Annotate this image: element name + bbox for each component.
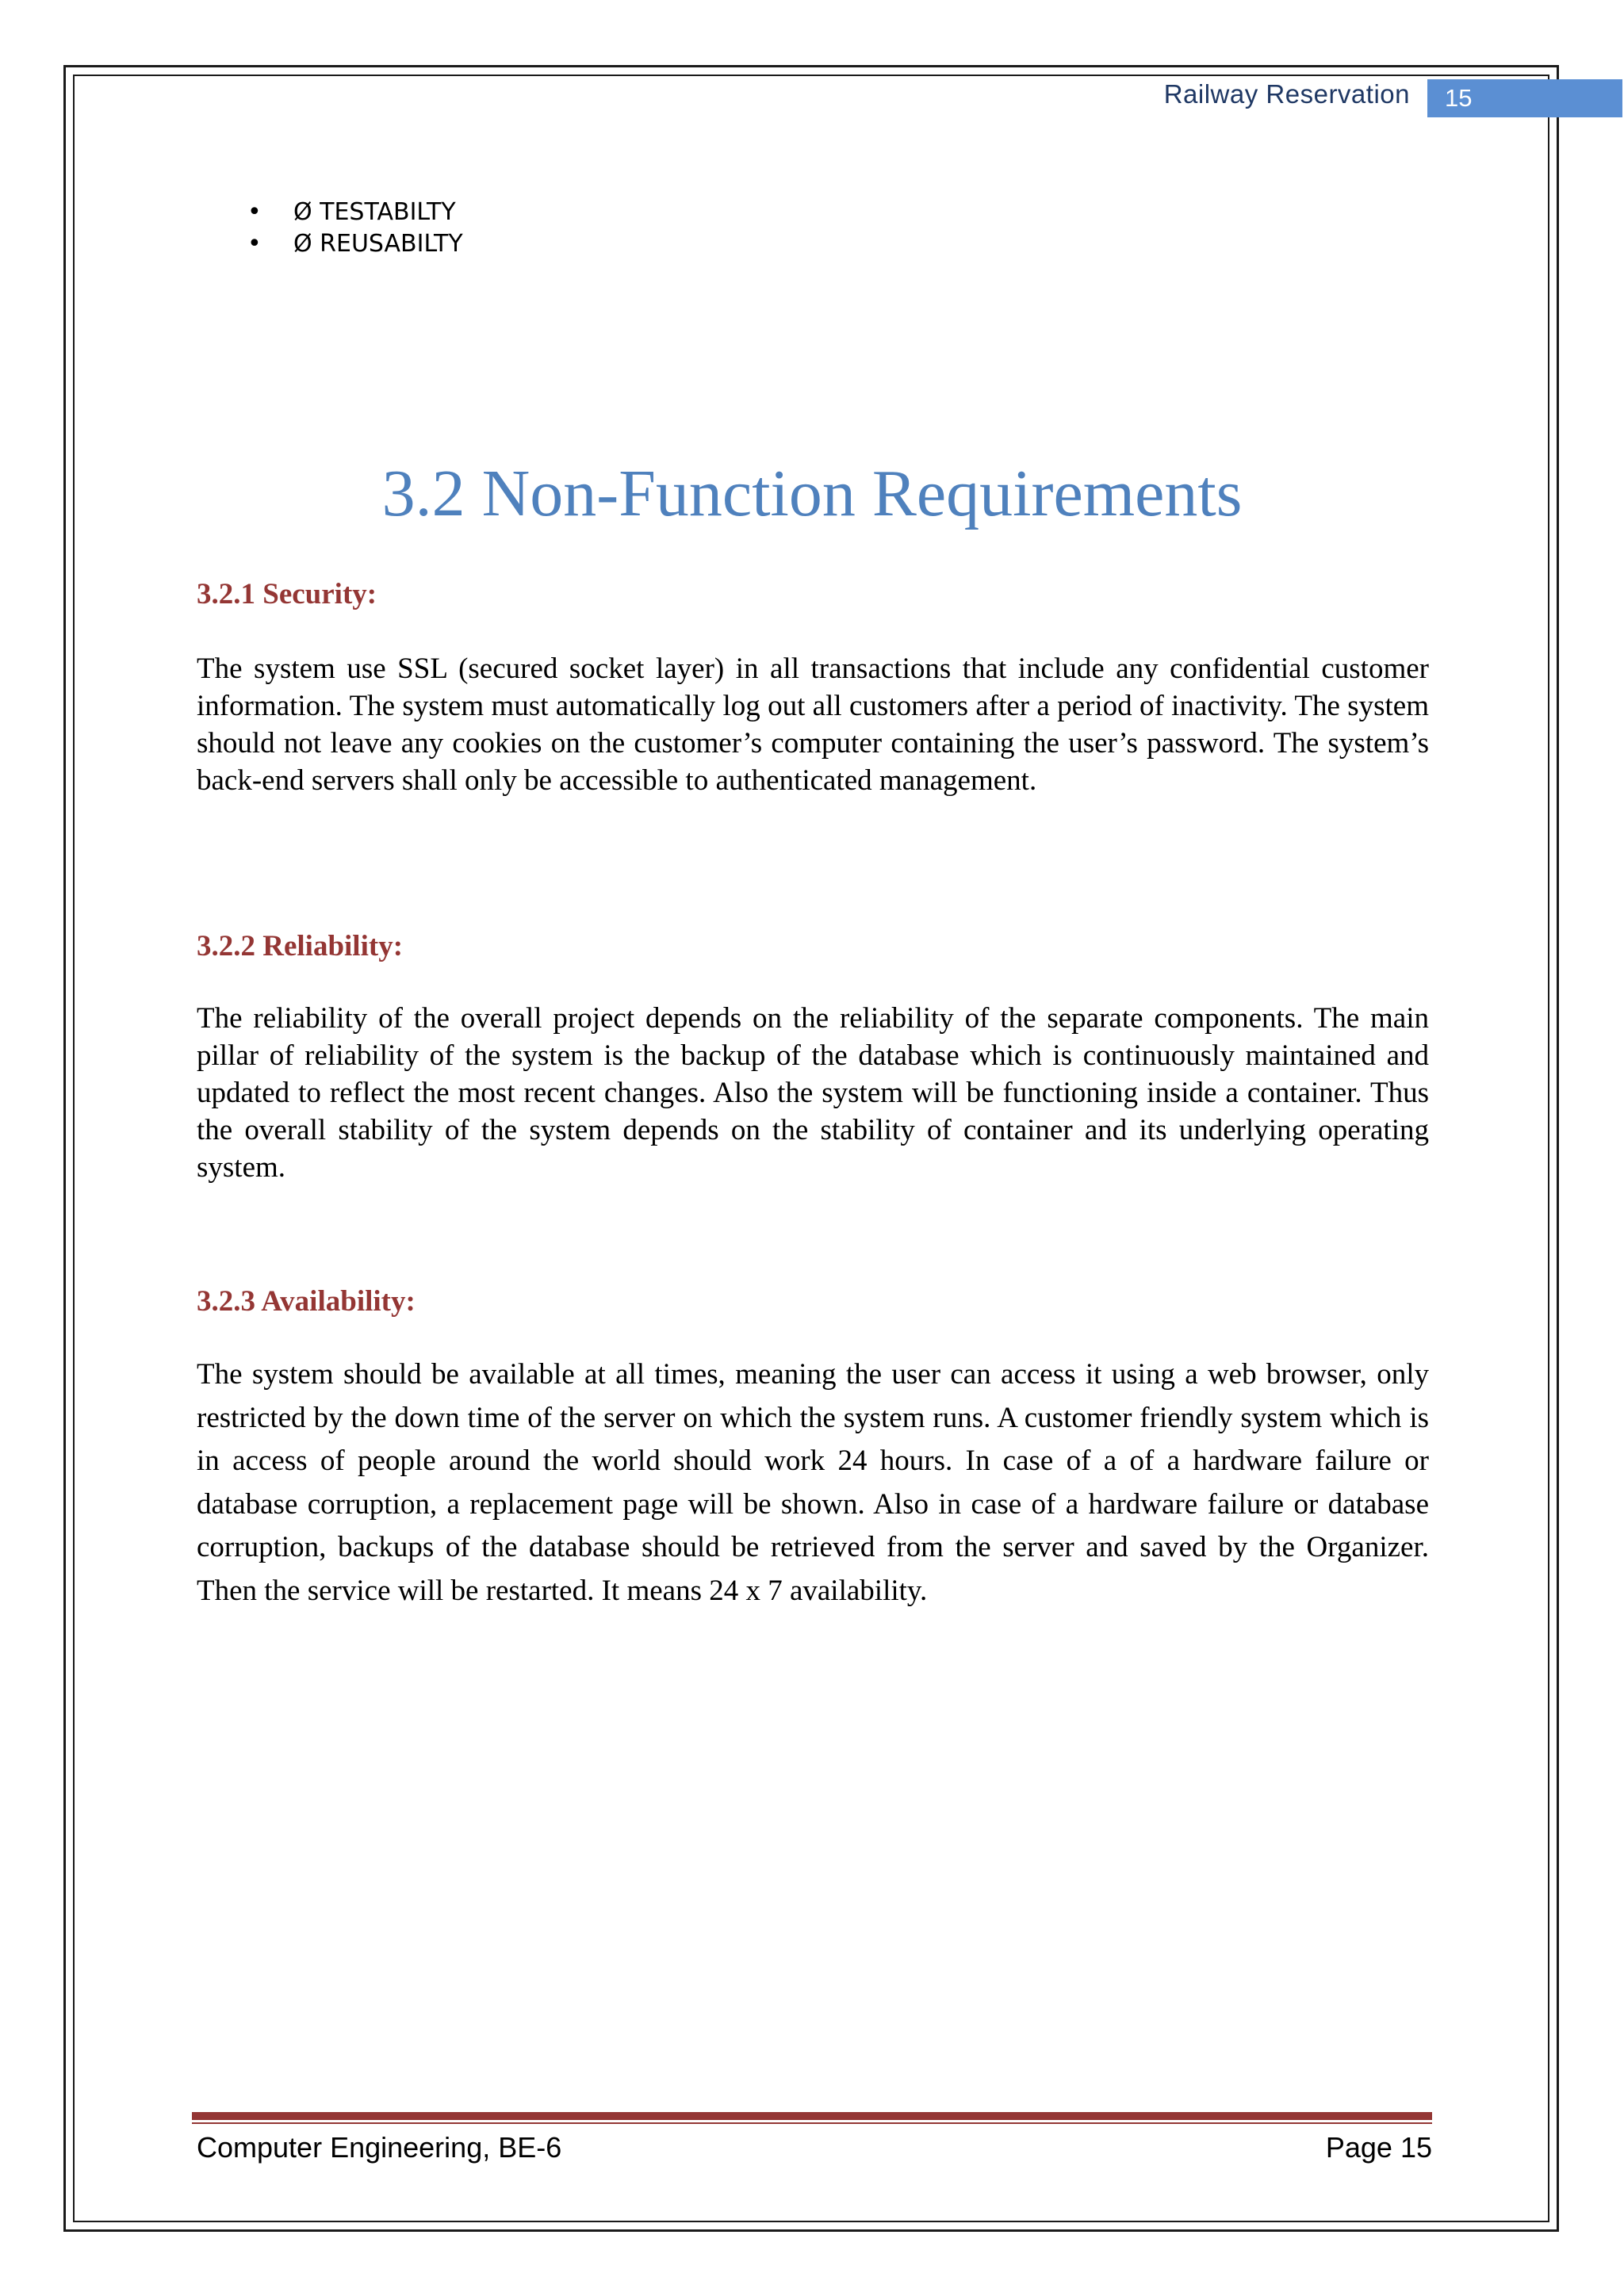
list-item-label: Ø TESTABILTY [293, 198, 456, 226]
section-heading-security: 3.2.1 Security: [197, 578, 377, 610]
footer-page-number: Page 15 [1325, 2131, 1432, 2164]
list-item [238, 228, 463, 260]
paragraph-reliability: The reliability of the overall project depends on the reliability of the separate components. The main pillar of reliability of the system is the backup of the database which is continuously maintained and updated to reflect the most recent changes. Also the system will be functioning inside a container. Thus the overall stability of the system depends on the stability of container and its underlying operating system. [197, 1002, 1429, 1184]
footer-divider-thin [192, 2122, 1432, 2124]
section-title: 3.2 Non-Function Requirements [381, 457, 1243, 530]
footer-course: Computer Engineering, BE-6 [197, 2131, 562, 2164]
footer-divider [192, 2112, 1432, 2120]
running-header-page-number: 15 [1427, 79, 1622, 117]
running-header-title: Railway Reservation [1163, 79, 1410, 109]
list-item-label: Ø REUSABILTY [293, 230, 463, 258]
bullet-list [238, 197, 463, 260]
paragraph-security: The system use SSL (secured socket layer) in all transactions that include any confidential customer information. The system must automatically log out all customers after a period of inactivity. The system should not leave any cookies on the customer’s computer containing the user’s password. The system’s back-end servers shall only be accessible to authenticated management. [197, 652, 1429, 797]
paragraph-availability: The system should be available at all times, meaning the user can access it using a web browser, only restricted by the down time of the server on which the system runs. A customer friendly system which is in access of people around the world should work 24 hours. In case of a of a hardware failure or database corruption, a replacement page will be shown. Also in case of a hardware failure or database corruption, backups of the database should be retrieved from the server and saved by the Organizer. Then the service will be restarted. It means 24 x 7 availability. [197, 1358, 1429, 1607]
list-item [238, 197, 463, 228]
bullet-icon: • [247, 230, 262, 258]
bullet-icon: • [247, 198, 262, 226]
section-heading-reliability: 3.2.2 Reliability: [197, 930, 404, 962]
section-heading-availability: 3.2.3 Availability: [197, 1285, 416, 1318]
